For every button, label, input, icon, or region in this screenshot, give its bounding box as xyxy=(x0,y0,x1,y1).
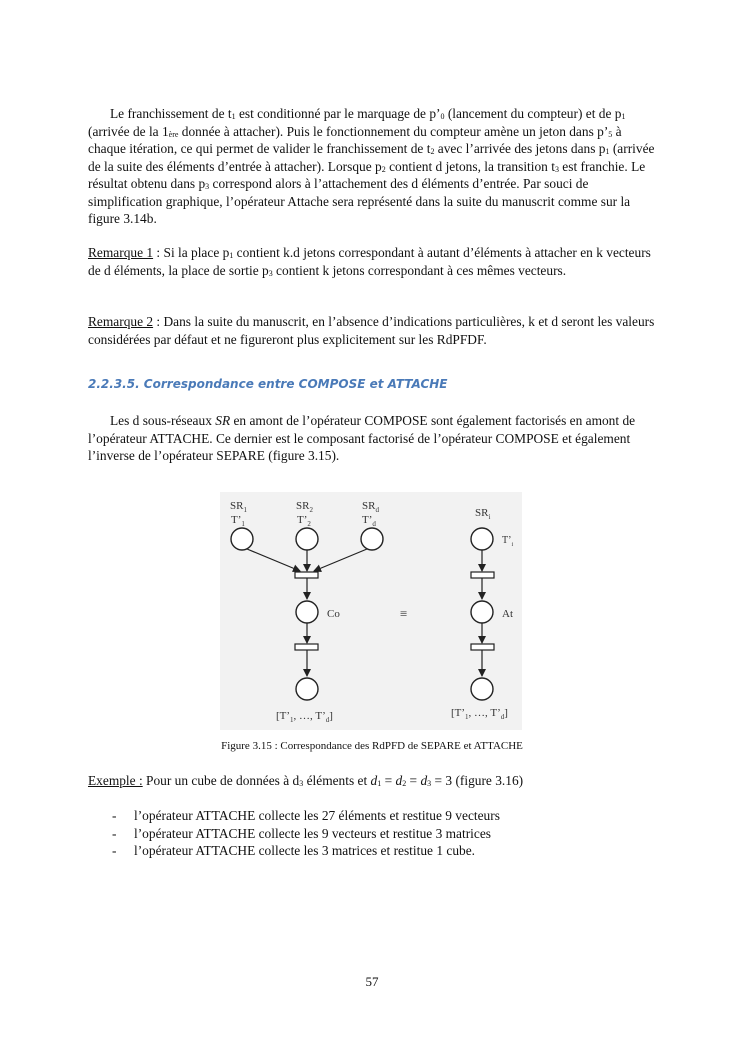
subscript: 2 xyxy=(402,779,407,788)
page-number: 57 xyxy=(365,974,379,989)
equivalence-symbol: ≡ xyxy=(400,606,408,621)
superscript: ère xyxy=(168,129,179,139)
text: contient k jetons correspondant à ces mêmes vecteurs. xyxy=(272,262,567,278)
place-output-left xyxy=(296,678,318,700)
text: Les d sous-réseaux xyxy=(110,413,216,428)
subscript: 0 xyxy=(440,112,445,121)
label-srd: $SR_d$ xyxy=(362,500,379,514)
text: contient d jetons, la transition t xyxy=(385,158,555,174)
label-sr2: $SR_2$ xyxy=(296,500,313,514)
example-line xyxy=(88,772,658,790)
text-italic: d xyxy=(370,773,378,788)
figure-caption: Figure 3.15 : Correspondance des RdPFD de SEPARE et ATTACHE xyxy=(221,740,523,752)
figure-petri-net xyxy=(220,492,522,730)
place-sri xyxy=(471,528,493,550)
label-t2: $T’_2$ xyxy=(297,514,311,528)
subscript: 3 xyxy=(299,779,304,788)
place-sr1 xyxy=(231,528,253,550)
text: est conditionné par le marquage de p’ xyxy=(235,106,441,121)
place-srd xyxy=(361,528,383,550)
arc-srd-transition xyxy=(314,549,367,571)
subscript: 3 xyxy=(268,268,273,278)
list-item: - l’opérateur ATTACHE collecte les 3 matrices et restitue 1 cube. xyxy=(112,842,500,860)
text: contient k.d jetons correspondant à autant d’éléments à attacher en k vecteurs de d éléments, la place de sortie p xyxy=(88,245,651,278)
text-italic: SR xyxy=(215,413,231,428)
transition-compose-out xyxy=(295,644,318,650)
subscript: 2 xyxy=(381,164,386,174)
text: Pour un cube de données à d xyxy=(142,773,300,788)
label-ti: $T’_i$ xyxy=(502,535,514,548)
label-output-right: [$T’_1$, …, $T’_d$] xyxy=(451,707,508,721)
subscript: 1 xyxy=(377,779,382,788)
text: avec l’arrivée des jetons dans p xyxy=(434,141,606,156)
label-at: At xyxy=(502,608,513,620)
paragraph-correspondance xyxy=(88,412,658,465)
label-sri: $SR_i$ xyxy=(475,507,491,521)
text-italic: d xyxy=(395,773,403,788)
label-t1: $T’_1$ xyxy=(231,514,245,528)
arc-sr1-transition xyxy=(247,549,300,571)
remark-label: Remarque 2 xyxy=(88,314,154,329)
place-output-right xyxy=(471,678,493,700)
transition-attache-out xyxy=(471,644,494,650)
transition-attache-in xyxy=(471,572,494,578)
subscript: 5 xyxy=(608,129,613,139)
text: correspond alors à l’attachement des d éléments d’entrée. Par souci de simplification graphique, l’opérateur Attache sera représenté dans la suite du manuscrit comme sur la figure 3.14b. xyxy=(88,176,631,226)
label-co: Co xyxy=(327,608,340,620)
text: est franchie. Le résultat obtenu dans p xyxy=(88,158,646,191)
subscript: 3 xyxy=(205,182,210,191)
subscript: 2 xyxy=(430,147,435,156)
remark-label: Remarque 1 xyxy=(88,245,154,260)
place-co xyxy=(296,601,318,623)
subscript: 3 xyxy=(554,164,559,174)
text: donnée à attacher). Puis le fonctionnement du compteur amène un jeton dans p’ xyxy=(178,123,609,139)
subscript: 1 xyxy=(605,147,610,156)
subscript: 1 xyxy=(229,251,234,260)
remark-1 xyxy=(88,244,658,279)
text: Le franchissement de t xyxy=(110,106,232,121)
text: en amont de l’opérateur COMPOSE sont également factorisés en amont de l’opérateur ATTACHE. Ce dernier est le composant factorisé de l’opérateur COMPOSE et également l’inverse de l’opérateur SEPARE (figure 3.15). xyxy=(88,413,636,463)
bullet-list xyxy=(112,807,500,860)
subscript: 3 xyxy=(427,779,432,788)
example-label: Exemple : xyxy=(88,773,143,788)
petri-net-diagram xyxy=(220,492,522,730)
text: = 3 (figure 3.16) xyxy=(431,773,524,788)
text: : Dans la suite du manuscrit, en l’absence d’indications particulières, k et d seront les valeurs considérées par défaut et ne figureront plus explicitement sur les RdPFDF. xyxy=(88,314,655,347)
text: (arrivée de la 1 xyxy=(88,123,169,139)
text: = xyxy=(406,773,421,788)
text: : Si la place p xyxy=(153,245,230,260)
section-heading: 2.2.3.5. Correspondance entre COMPOSE et ATTACHE xyxy=(88,377,448,391)
subscript: 1 xyxy=(231,112,236,121)
transition-compose-in xyxy=(295,572,318,578)
text: = xyxy=(381,773,396,788)
label-td: $T’_d$ xyxy=(362,514,376,528)
label-sr1: $SR_1$ xyxy=(230,500,247,514)
remark-2 xyxy=(88,313,658,348)
text: (lancement du compteur) et de p xyxy=(444,106,622,121)
subscript: 1 xyxy=(621,112,626,121)
text-italic: d xyxy=(420,773,428,788)
place-at xyxy=(471,601,493,623)
place-sr2 xyxy=(296,528,318,550)
text: à chaque itération, ce qui permet de valider le franchissement de t xyxy=(88,123,622,156)
paragraph-attache-firing xyxy=(88,105,658,228)
list-item: - l’opérateur ATTACHE collecte les 27 éléments et restitue 9 vecteurs xyxy=(112,807,500,825)
label-output-left: [$T’_1$, …, $T’_d$] xyxy=(276,710,333,724)
list-item: - l’opérateur ATTACHE collecte les 9 vecteurs et restitue 3 matrices xyxy=(112,825,500,843)
text: éléments et xyxy=(303,773,371,788)
text: (arrivée de la suite des éléments d’entrée à attacher). Lorsque p xyxy=(88,141,655,174)
